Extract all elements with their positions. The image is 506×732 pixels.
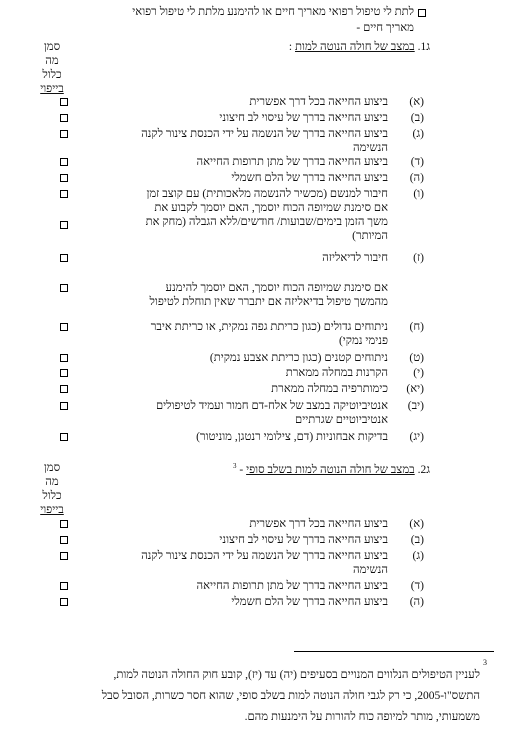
item-marker: (ה) [409,172,424,184]
item-text [90,171,388,185]
item-text-line: ביצוע החייאה בדרך של מתן תרופות החייאה [196,156,388,168]
item-text-line: אנטיביוטיקה במצב של אלח-דם חמור ועמיד לטיפולים [155,400,388,412]
item-text [90,549,388,577]
item-marker: (ב) [410,112,424,124]
item-text-line: מהמשך טיפול בדיאליזה אם יתברר שאין תוחלת לטיפול [149,296,388,308]
item-text [90,251,388,265]
item-text-line: ניתוחים קטנים (כגון כריתת אצבע נמקית) [209,352,388,364]
section2-number: ג2. [417,463,430,476]
item-text [90,579,388,593]
item-text [90,111,388,125]
item-text-line: ביצוע החייאה בכל דרך אפשרית [249,518,388,530]
item-marker: (ז) [413,252,424,264]
item-marker: (ט) [409,352,424,364]
column-header-word: סמן [43,41,61,53]
footnote-reference: 3 [233,462,237,470]
item-checkbox[interactable] [60,323,68,331]
item-text-line: ביצוע החייאה בדרך של הלם חשמלי [231,172,388,184]
item-text [90,95,388,109]
column-header-word: בייפוי [40,504,64,516]
item-text [90,281,388,309]
item-checkbox[interactable] [60,354,68,362]
intro-text-line2: מאריך חיים - [356,22,414,34]
item-marker: (יא) [406,383,424,395]
item-marker: (ו) [413,188,424,200]
intro-checkbox-left[interactable] [418,9,426,17]
item-text [90,187,388,243]
item-marker: (א) [409,96,424,108]
item-checkbox[interactable] [60,582,68,590]
item-checkbox[interactable] [60,385,68,393]
item-marker: (ג) [412,550,424,562]
item-text-line: ביצוע החייאה בכל דרך אפשרית [249,96,388,108]
intro-text-line1: לתת לי טיפול רפואי מאריך חיים או להימנע מלתת לי טיפול רפואי [132,6,414,18]
item-text-line: כימותרפיה במחלה ממארת [271,383,388,395]
item-text-line: ביצוע החייאה בדרך של הנשמה על ידי הכנסת צינור לקנה [141,128,388,140]
item-text [90,382,388,396]
item-checkbox[interactable] [60,520,68,528]
column-header-2 [37,461,67,517]
item-text [90,595,388,609]
item-text [90,430,388,444]
footnote-number: 3 [483,658,487,667]
footnote-line: לעניין הטיפולים הנלווים המנויים בסעיפים (יה) עד (יז), קובע חוק החולה הנוטה למות, [113,669,480,681]
footnote-separator [294,651,494,652]
footnote-line: התשס"ו-2005, כי רק לגבי חולה הנוטה למות בשלב סופי, שהוא חסר כשרות, הסובל סבל [101,690,480,702]
section1-title: במצב של חולה הנוטה למות [295,41,415,53]
item-text [90,320,388,348]
item-checkbox[interactable] [60,221,68,229]
item-checkbox[interactable] [60,552,68,560]
item-text-line: אם סימנת שמיופה הכוח יוסמך, האם יוסמך לקבוע את [154,202,388,214]
item-text-line: חיבור לדיאליזה [322,252,388,264]
item-text-line: אנטיביוטיים שגרתיים [295,414,388,426]
column-header-word: מה [45,476,59,488]
item-text-line: המיותר) [352,230,388,242]
item-text [90,351,388,365]
item-checkbox[interactable] [60,130,68,138]
section2-title: במצב של חולה הנוטה למות בשלב סופי [246,463,415,476]
item-marker: (ב) [410,534,424,546]
item-text-line: ביצוע החייאה בדרך של הלם חשמלי [231,596,388,608]
item-text-line: ניתוחים גדולים (כגון כריתת גפה נמקית, או כריתת איבר [150,321,388,333]
item-checkbox[interactable] [60,284,68,292]
section2-heading [150,459,430,477]
item-text-line: ביצוע החייאה בדרך של מתן תרופות החייאה [196,580,388,592]
item-text [90,155,388,169]
item-text-line: חיבור למנשם (מכשיר להנשמה מלאכותית) עם קוצב זמן [146,188,388,200]
item-checkbox[interactable] [60,536,68,544]
section1-colon: : [288,41,293,53]
column-header-word: בייפוי [40,83,64,95]
item-text-line: הנשימה [353,142,388,154]
item-checkbox[interactable] [60,114,68,122]
column-header-1 [37,40,67,96]
item-text-line: אם סימנת שמיופה הכוח יוסמך, האם יוסמך להימנע [165,282,388,294]
column-header-word: מה [45,55,59,67]
column-header-word: כלול [42,69,62,81]
item-checkbox[interactable] [60,369,68,377]
item-text-line: בדיקות אבחוניות (דם, צילומי רנטגן, מוניטור) [196,431,388,443]
item-text-line: הקרנות במחלה ממארת [285,367,388,379]
item-marker: (א) [409,518,424,530]
item-checkbox[interactable] [60,254,68,262]
item-checkbox[interactable] [60,433,68,441]
item-text [90,517,388,531]
item-text-line: הנשימה [353,564,388,576]
item-text-line: ביצוע החייאה בדרך של עיסוי לב חיצוני [219,534,388,546]
section2-dash: - [239,463,244,476]
item-marker: (יב) [407,400,424,412]
item-marker: (ג) [412,128,424,140]
item-text [90,533,388,547]
item-checkbox[interactable] [60,158,68,166]
section1-number: ג1. [417,41,430,53]
item-marker: (יג) [409,431,424,443]
footnote-line: משמעותי, מותר למיופה כוח להורות על הימנעות מהם. [244,711,480,723]
item-marker: (ד) [410,580,424,592]
item-marker: (י) [413,367,424,379]
item-checkbox[interactable] [60,190,68,198]
item-checkbox[interactable] [60,174,68,182]
item-text-line: משך הזמן בימים/שבועות/ חודשים/ללא הגבלה (מחק את [145,216,388,228]
item-marker: (ד) [410,156,424,168]
item-checkbox[interactable] [60,598,68,606]
item-marker: (ה) [409,596,424,608]
section1-heading [200,40,430,54]
item-text-line: ביצוע החייאה בדרך של עיסוי לב חיצוני [219,112,388,124]
column-header-word: סמן [43,462,61,474]
item-text [90,127,388,155]
item-text-line: פנימי נמקי) [338,335,388,347]
item-checkbox[interactable] [60,98,68,106]
item-checkbox[interactable] [60,402,68,410]
item-text [90,366,388,380]
item-text-line: ביצוע החייאה בדרך של הנשמה על ידי הכנסת צינור לקנה [141,550,388,562]
item-marker: (ח) [409,321,424,333]
column-header-word: כלול [42,490,62,502]
item-text [90,399,388,427]
